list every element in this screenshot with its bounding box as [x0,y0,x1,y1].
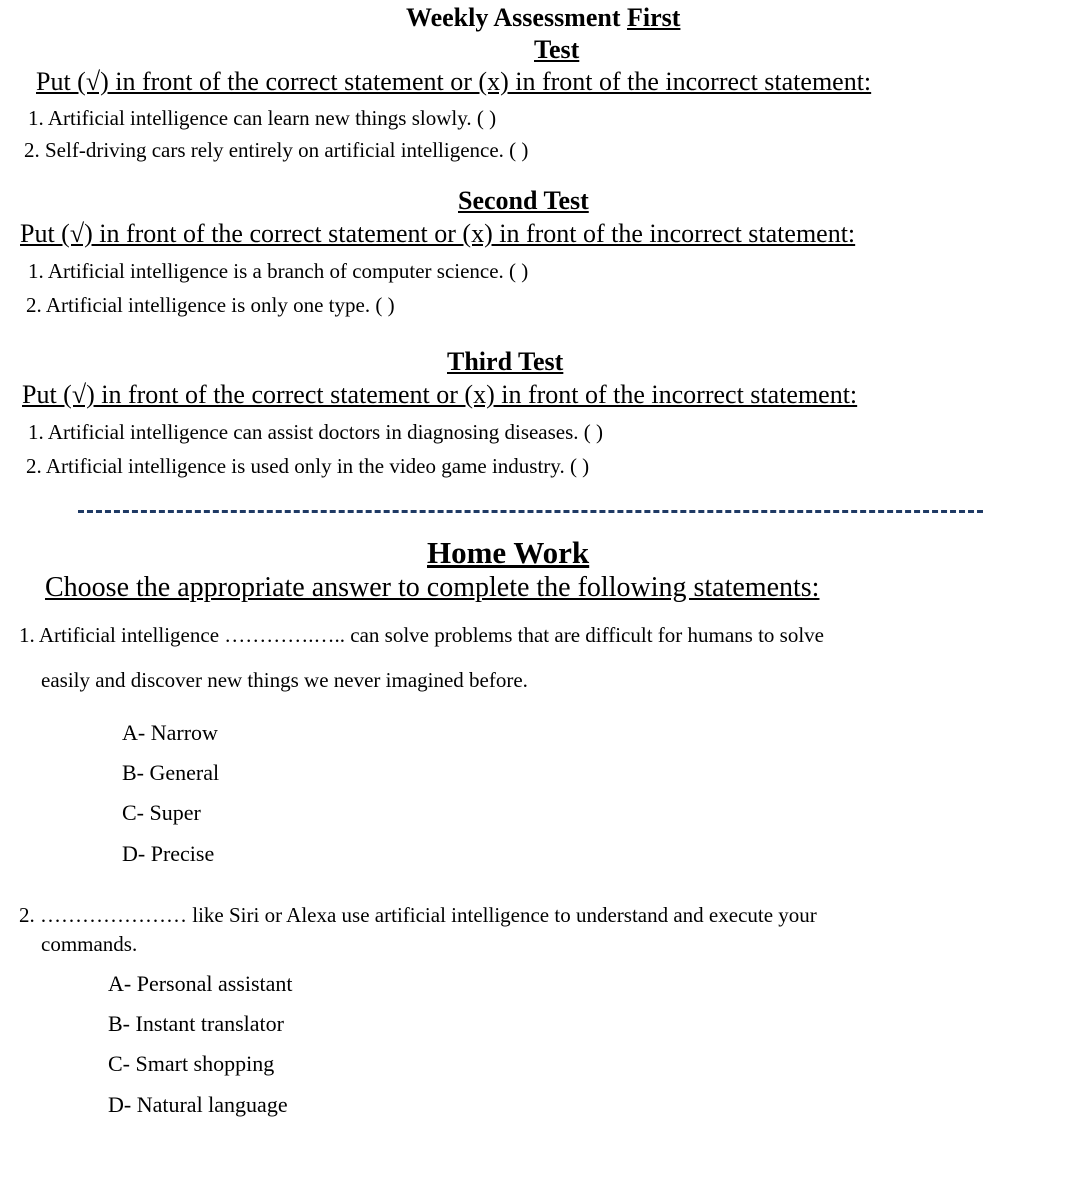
homework-instruction: Choose the appropriate answer to complete the following statements: [45,572,820,603]
title-prefix: Weekly Assessment [406,3,621,32]
second-test-item-1: 1. Artificial intelligence is a branch of computer science. ( ) [28,259,529,283]
title-first: First [627,3,681,32]
third-test-heading: Third Test [447,347,564,376]
second-test-item-2: 2. Artificial intelligence is only one type. ( ) [26,293,395,317]
hw-question-1-line-2: easily and discover new things we never imagined before. [41,668,528,692]
hw-q2-option-a: A- Personal assistant [108,971,293,996]
hw-q1-option-d: D- Precise [122,841,215,866]
hw-question-1-line-1: 1. Artificial intelligence ………….….. can solve problems that are difficult for humans to solve [19,623,825,647]
hw-q1-option-b: B- General [122,760,220,785]
hw-q2-option-d: D- Natural language [108,1092,288,1117]
hw-q1-option-a: A- Narrow [122,720,218,745]
dashed-divider [78,510,983,513]
third-test-instruction: Put (√) in front of the correct statement or (x) in front of the incorrect statement: [22,380,858,409]
second-test-heading: Second Test [458,186,589,215]
first-test-instruction: Put (√) in front of the correct statement or (x) in front of the incorrect statement: [36,67,872,96]
hw-q2-option-b: B- Instant translator [108,1011,284,1036]
hw-q1-option-c: C- Super [122,800,201,825]
page-title [406,3,680,33]
first-test-item-1: 1. Artificial intelligence can learn new things slowly. ( ) [28,106,497,130]
second-test-instruction: Put (√) in front of the correct statement or (x) in front of the incorrect statement: [20,219,856,248]
hw-question-2-line-1: 2. ………………… like Siri or Alexa use artificial intelligence to understand and execute your [19,903,817,927]
hw-question-2-line-2: commands. [41,932,138,956]
title-test: Test [534,35,580,64]
first-test-item-2: 2. Self-driving cars rely entirely on artificial intelligence. ( ) [24,138,529,162]
third-test-item-1: 1. Artificial intelligence can assist doctors in diagnosing diseases. ( ) [28,420,604,444]
hw-q2-option-c: C- Smart shopping [108,1051,275,1076]
third-test-item-2: 2. Artificial intelligence is used only in the video game industry. ( ) [26,454,590,478]
homework-heading: Home Work [427,535,590,570]
